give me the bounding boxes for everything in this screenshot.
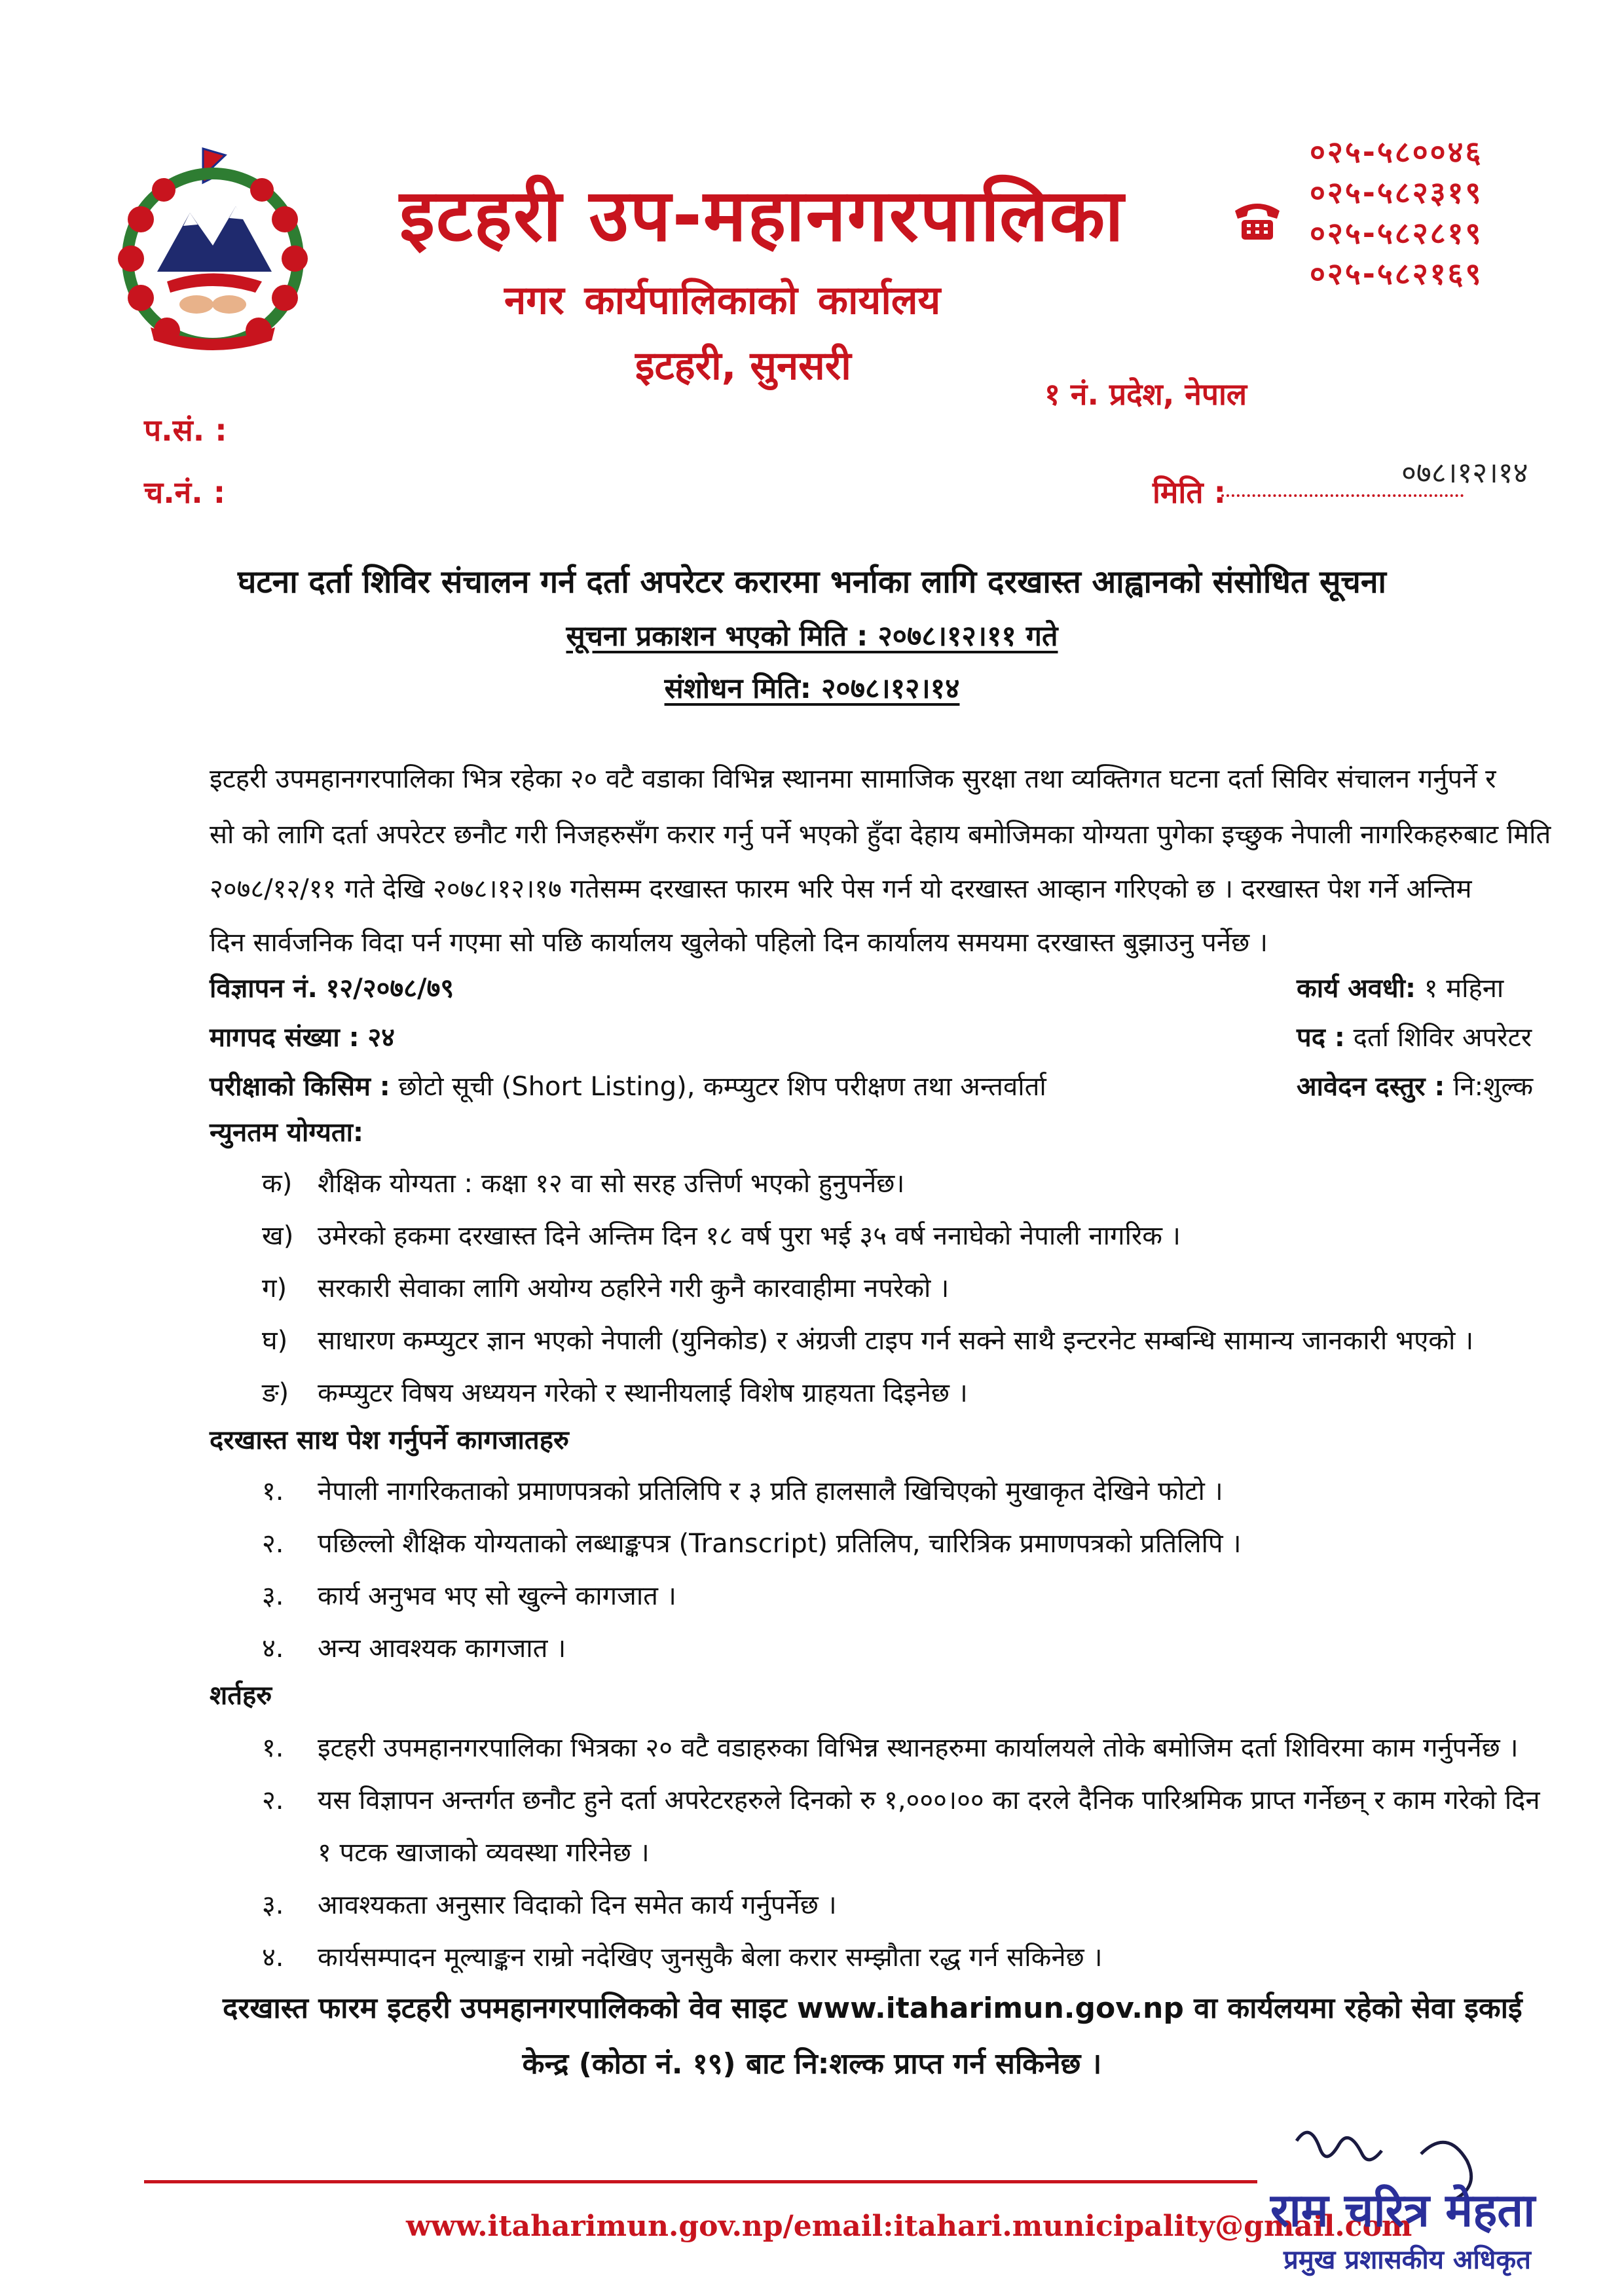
intro-line-1: इटहरी उपमहानगरपालिका भित्र रहेका २० वटै वडाका विभिन्न स्थानमा सामाजिक सुरक्षा तथा व्यक्तिगत घटना दर्ता सिविर संचालन गर्नुपर्ने र	[210, 764, 1496, 794]
list-item: साधारण कम्प्युटर ज्ञान भएको नेपाली (युनिकोड) र अंग्रजी टाइप गर्न सक्ने साथै इन्टरनेट सम्बन्धि सामान्य जानकारी भएको ।	[318, 1326, 1474, 1356]
post-title-label: पद :	[1297, 1023, 1345, 1053]
list-item-marker: ३.	[262, 1890, 284, 1920]
list-item-marker: ४.	[262, 1942, 284, 1973]
svg-text:राम चरित्र मेहता: राम चरित्र मेहता	[1270, 2183, 1536, 2237]
list-item: कम्प्युटर विषय अध्ययन गरेको र स्थानीयलाई विशेष ग्राहयता दिइनेछ ।	[318, 1378, 968, 1408]
list-item-continuation: १ पटक खाजाको व्यवस्था गरिनेछ ।	[318, 1838, 650, 1868]
conditions-heading: शर्तहरु	[210, 1681, 272, 1711]
office-place: इटहरी, सुनसरी	[635, 343, 851, 389]
intro-line-3: २०७८/१२/११ गते देखि २०७८।१२।१७ गतेसम्म दरखास्त फारम भरि पेस गर्न यो दरखास्त आव्हान गरिएको छ । दरखास्त पेश गर्ने अन्तिम	[210, 874, 1472, 904]
office-subtitle: नगर कार्यपालिकाको कार्यालय	[504, 278, 941, 323]
phone-number-3: ०२५-५८२८१९	[1310, 215, 1483, 251]
post-title-value: दर्ता शिविर अपरेटर	[1353, 1023, 1532, 1053]
list-item: कार्य अनुभव भए सो खुल्ने कागजात ।	[318, 1581, 676, 1611]
application-fee-label: आवेदन दस्तुर :	[1297, 1072, 1445, 1102]
ad-number-value: १२/२०७८/७९	[325, 974, 454, 1004]
application-fee	[1297, 1067, 1533, 1103]
office-province: १ नं. प्रदेश, नेपाल	[1044, 376, 1247, 412]
list-item-marker: ३.	[262, 1581, 284, 1611]
qualifications-heading: न्युनतम योग्यता:	[210, 1118, 364, 1148]
work-duration-value: १ महिना	[1424, 974, 1504, 1004]
list-item-marker: घ)	[262, 1326, 288, 1356]
list-item: सरकारी सेवाका लागि अयोग्य ठहरिने गरी कुनै कारवाहीमा नपरेको ।	[318, 1273, 950, 1303]
form-availability-line-2: केन्द्र (कोठा नं. १९) बाट नि:शल्क प्राप्त गर्न सकिनेछ ।	[522, 2047, 1102, 2081]
post-title	[1297, 1018, 1532, 1054]
list-item-marker: ४.	[262, 1633, 284, 1664]
exam-type	[210, 1067, 1046, 1103]
exam-type-label: परीक्षाको किसिम :	[210, 1072, 390, 1102]
phone-number-4: ०२५-५८२१६९	[1310, 256, 1483, 291]
list-item: नेपाली नागरिकताको प्रमाणपत्रको प्रतिलिपि र ३ प्रति हालसालै खिचिएको मुखाकृत देखिने फोटो ।	[318, 1476, 1223, 1506]
form-availability-line-1: दरखास्त फारम इटहरी उपमहानगरपालिकको वेव साइट www.itaharimun.gov.np वा कार्यलयमा रहेको सेवा इकाई	[223, 1992, 1522, 2025]
list-item: इटहरी उपमहानगरपालिका भित्रका २० वटै वडाहरुका विभिन्न स्थानहरुमा कार्यालयले तोके बमोजिम दर्ता शिविरमा काम गर्नुपर्नेछ ।	[318, 1733, 1519, 1763]
list-item: शैक्षिक योग्यता : कक्षा १२ वा सो सरह उत्तिर्ण भएको हुनुपर्नेछ।	[318, 1169, 905, 1199]
list-item: उमेरको हकमा दरखास्त दिने अन्तिम दिन १८ वर्ष पुरा भई ३५ वर्ष ननाघेको नेपाली नागरिक ।	[318, 1221, 1181, 1251]
phone-number-2: ०२५-५८२३१९	[1310, 175, 1483, 210]
list-item: यस विज्ञापन अन्तर्गत छनौट हुने दर्ता अपरेटरहरुले दिनको रु १,०००।०० का दरले दैनिक पारिश्रमिक प्राप्त गर्नेछन् र काम गरेको दिन	[318, 1785, 1540, 1815]
list-item: अन्य आवश्यक कागजात ।	[318, 1633, 566, 1664]
posts-count	[210, 1018, 395, 1054]
posts-count-value: २४	[367, 1023, 395, 1053]
documents-heading: दरखास्त साथ पेश गर्नुपर्ने कागजातहरु	[210, 1425, 569, 1455]
posts-count-label: मागपद संख्या :	[210, 1023, 360, 1053]
list-item: आवश्यकता अनुसार विदाको दिन समेत कार्य गर्नुपर्नेछ ।	[318, 1890, 837, 1920]
date-label: मिति :	[1153, 475, 1226, 510]
list-item-marker: २.	[262, 1529, 284, 1559]
telephone-icon	[1231, 196, 1283, 242]
application-fee-value: नि:शुल्क	[1453, 1072, 1534, 1102]
list-item-marker: २.	[262, 1785, 284, 1815]
list-item: पछिल्लो शैक्षिक योग्यताको लब्धाङ्कपत्र (Transcript) प्रतिलिप, चारित्रिक प्रमाणपत्रको प्रतिलिपि ।	[318, 1529, 1242, 1559]
intro-line-4: दिन सार्वजनिक विदा पर्न गएमा सो पछि कार्यालय खुलेको पहिलो दिन कार्यालय समयमा दरखास्त बुझाउनु पर्नेछ ।	[210, 928, 1268, 958]
intro-line-2: सो को लागि दर्ता अपरेटर छनौट गरी निजहरुसँग करार गर्नु पर्ने भएको हुँदा देहाय बमोजिमका योग्यता पुगेका इच्छुक नेपाली नागरिकहरुबाट मिति	[210, 820, 1551, 850]
revision-date: संशोधन मिति: २०७८।१२।१४	[664, 672, 960, 705]
list-item-marker: १.	[262, 1476, 284, 1506]
footer-divider	[144, 2180, 1257, 2183]
signature-stamp	[1257, 2115, 1545, 2285]
ad-number	[210, 969, 454, 1005]
exam-type-value: छोटो सूची (Short Listing), कम्प्युटर शिप परीक्षण तथा अन्तर्वार्ता	[398, 1072, 1046, 1102]
work-duration-label: कार्य अवधी:	[1297, 974, 1416, 1004]
list-item-marker: १.	[262, 1733, 284, 1763]
footer-web-email: www.itaharimun.gov.np/email:itahari.municipality@gmail.com	[406, 2210, 1412, 2243]
list-item-marker: ग)	[262, 1273, 287, 1303]
nepal-emblem-icon	[105, 141, 321, 357]
dispatch-number-label: च.नं. :	[144, 475, 226, 510]
list-item-marker: क)	[262, 1169, 293, 1199]
date-value: ०७८।१२।१४	[1401, 456, 1528, 490]
work-duration	[1297, 969, 1504, 1005]
reference-number-label: प.सं. :	[144, 412, 227, 448]
list-item: कार्यसम्पादन मूल्याङ्कन राम्रो नदेखिए जुनसुकै बेला करार सम्झौता रद्ध गर्न सकिनेछ ।	[318, 1942, 1103, 1973]
phone-number-1: ०२५-५८००४६	[1310, 134, 1483, 170]
publication-date: सूचना प्रकाशन भएको मिति : २०७८।१२।११ गते	[566, 620, 1058, 653]
list-item-marker: ख)	[262, 1221, 294, 1251]
svg-text:प्रमुख प्रशासकीय अधिकृत: प्रमुख प्रशासकीय अधिकृत	[1283, 2245, 1531, 2275]
ad-number-label: विज्ञापन नं.	[210, 974, 318, 1004]
list-item-marker: ङ)	[262, 1378, 289, 1408]
notice-title: घटना दर्ता शिविर संचालन गर्न दर्ता अपरेटर करारमा भर्नाका लागि दरखास्त आह्वानको संसोधित सूचना	[238, 564, 1386, 600]
office-name: इटहरी उप-महानगरपालिका	[399, 173, 1125, 257]
